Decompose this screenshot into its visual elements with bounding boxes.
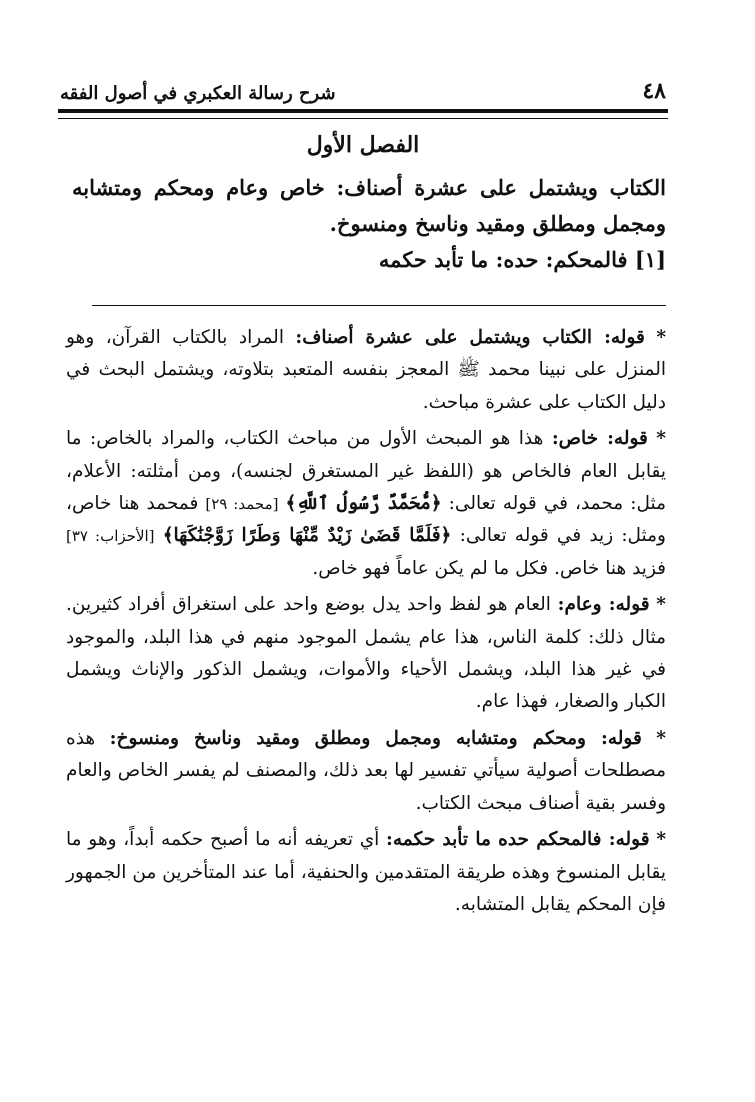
header-rule-thin: [58, 118, 668, 119]
commentary-heading: قوله: خاص:: [551, 428, 648, 450]
quran-verse: ﴿فَلَمَّا قَضَىٰ زَيْدٌ مِّنْهَا وَطَرًا زَوَّجْنَٰكَهَا﴾: [162, 525, 452, 547]
commentary-paragraph: [66, 423, 666, 585]
star-marker: *: [656, 727, 666, 749]
commentary-paragraph: [66, 723, 666, 820]
commentary-heading: قوله: الكتاب ويشتمل على عشرة أصناف:: [295, 327, 645, 348]
commentary-paragraph: [66, 589, 666, 719]
commentary-text: العام هو لفظ واحد يدل بوضع واحد على استغراق أفراد كثيرين. مثال ذلك: كلمة الناس، هذا عام يشمل الموجود منهم في هذا البلد، والموجود في غير هذا البلد، ويشمل الأحياء والأموات، ويشمل الذكور والإناث ويشمل الكبار والصغار، فهذا عام.: [66, 594, 666, 713]
commentary-paragraph: [66, 824, 666, 921]
separator-rule: [92, 305, 666, 306]
star-marker: *: [656, 594, 666, 616]
commentary-heading: قوله: ومحكم ومتشابه ومجمل ومطلق ومقيد وناسخ ومنسوخ:: [109, 727, 642, 749]
commentary-text: هذا هو المبحث الأول من مباحث الكتاب، والمراد بالخاص: ما يقابل العام فالخاص هو (اللفظ غير المستغرق لجنسه)، ومن أمثلته: الأعلام، مثل: محمد، في قوله تعالى:: [66, 428, 666, 515]
page-header: [60, 78, 666, 104]
commentary: [66, 322, 666, 925]
commentary-paragraph: [66, 322, 666, 419]
star-marker: *: [656, 829, 666, 851]
matn-line-1: الكتاب ويشتمل على عشرة أصناف: خاص وعام ومحكم ومتشابه ومجمل ومطلق ومقيد وناسخ ومنسوخ.: [72, 175, 666, 236]
star-marker: *: [656, 327, 666, 348]
commentary-text: أي تعريفه أنه ما أصبح حكمه أبداً، وهو ما يقابل المنسوخ وهذه طريقة المتقدمين والحنفية، أما عند المتأخرين من الجمهور فإن المحكم يقابل المتشابه.: [66, 829, 666, 915]
star-marker: *: [656, 428, 666, 450]
matn-text: [72, 170, 666, 278]
matn-number: [١]: [634, 247, 666, 272]
chapter-title: الفصل الأول: [306, 132, 420, 158]
quran-verse: ﴿مُّحَمَّدٌ رَّسُولُ ٱللَّهِ﴾: [285, 493, 442, 515]
verse-reference: [الأحزاب: ٣٧]: [66, 527, 155, 546]
matn-muhkam-definition: فالمحكم: حده: ما تأبد حكمه: [378, 247, 628, 272]
commentary-text: فمحمد هنا خاص، ومثل: زيد في قوله تعالى:: [66, 493, 666, 547]
commentary-heading: قوله: فالمحكم حده ما تأبد حكمه:: [386, 829, 650, 851]
commentary-text: فزيد هنا خاص. فكل ما لم يكن عاماً فهو خاص.: [312, 557, 666, 579]
page-number: ٤٨: [642, 78, 666, 104]
commentary-heading: قوله: وعام:: [557, 594, 650, 616]
matn-line-2: [72, 242, 666, 278]
commentary-text: المراد بالكتاب القرآن، وهو المنزل على نبينا محمد ﷺ المعجز بنفسه المتعبد بتلاوته، ويشتمل البحث في دليل الكتاب على عشرة مباحث.: [66, 327, 666, 413]
running-title: شرح رسالة العكبري في أصول الفقه: [60, 83, 336, 104]
commentary-text: هذه مصطلحات أصولية سيأتي تفسير لها بعد ذلك، والمصنف لم يفسر الخاص والعام وفسر بقية أصناف مبحث الكتاب.: [66, 727, 666, 814]
verse-reference: [محمد: ٢٩]: [205, 495, 279, 514]
header-rule-thick: [58, 109, 668, 113]
